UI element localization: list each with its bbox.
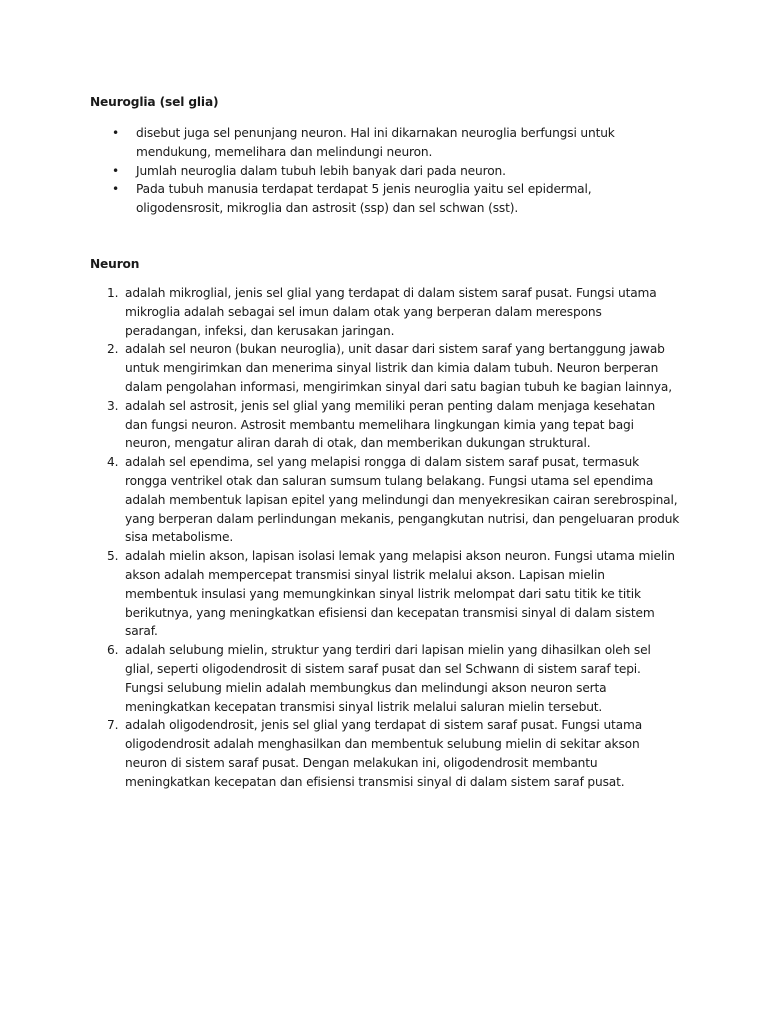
bullet-icon: • [112, 163, 120, 178]
list-item [90, 547, 680, 641]
list-item [90, 397, 680, 453]
list-item-text: adalah selubung mielin, struktur yang terdiri dari lapisan mielin yang dihasilkan oleh sel glial, seperti oligodendrosit di sistem saraf pusat dan sel Schwann di sistem saraf tepi. Fungsi selubung mielin adalah membungkus dan melindungi akson neuron serta meningkatkan kecepatan transmisi sinyal listrik melalui saluran mielin tersebut. [125, 643, 651, 714]
list-number: 4. [107, 455, 119, 470]
document-page [90, 90, 680, 792]
list-item-text: Jumlah neuroglia dalam tubuh lebih banyak dari pada neuron. [136, 163, 506, 178]
list-item-text: adalah oligodendrosit, jenis sel glial yang terdapat di sistem saraf pusat. Fungsi utama oligodendrosit adalah menghasilkan dan membentuk selubung mielin di sekitar akson neuron di sistem saraf pusat. Dengan melakukan ini, oligodendrosit membantu meningkatkan kecepatan dan efisiensi transmisi sinyal di dalam sistem saraf pusat. [125, 718, 643, 789]
list-number: 1. [107, 285, 119, 300]
bullet-icon: • [112, 182, 120, 197]
list-item-text: adalah mielin akson, lapisan isolasi lemak yang melapisi akson neuron. Fungsi utama mielin akson adalah mempercepat transmisi sinyal listrik melalui akson. Lapisan mielin membentuk insulasi yang memungkinkan sinyal listrik melompat dari satu titik ke titik berikutnya, yang meningkatkan efisiensi dan kecepatan transmisi sinyal di dalam sistem saraf. [125, 549, 675, 639]
list-item-text: disebut juga sel penunjang neuron. Hal ini dikarnakan neuroglia berfungsi untuk mendukung, memelihara dan melindungi neuron. [136, 126, 615, 159]
list-item [90, 180, 680, 218]
list-item [90, 162, 680, 181]
bullet-icon: • [112, 126, 120, 140]
list-item-text: adalah sel astrosit, jenis sel glial yang memiliki peran penting dalam menjaga kesehatan dan fungsi neuron. Astrosit membantu memelihara lingkungan kimia yang tepat bagi neuron, mengatur aliran darah di otak, dan memberikan dukungan struktural. [125, 398, 656, 451]
list-item-text: Pada tubuh manusia terdapat terdapat 5 jenis neuroglia yaitu sel epidermal, oligodensrosit, mikroglia dan astrosit (ssp) dan sel schwan (sst). [136, 182, 592, 216]
list-number: 2. [107, 342, 119, 357]
section-title-neuroglia: Neuroglia (sel glia) [90, 95, 219, 109]
section-title-neuron: Neuron [90, 256, 140, 271]
list-number: 6. [107, 643, 119, 658]
list-item-text: adalah sel ependima, sel yang melapisi rongga di dalam sistem saraf pusat, termasuk rongga ventrikel otak dan saluran sumsum tulang belakang. Fungsi utama sel ependima adalah membentuk lapisan epitel yang melindungi dan menyekresikan cairan serebrospinal, yang berperan dalam perlindungan mekanis, pengangkutan nutrisi, dan pengeluaran produk sisa metabolisme. [125, 455, 680, 545]
paragraph-spacer [90, 218, 680, 255]
list-item [90, 124, 680, 162]
neuroglia-bullet-list [90, 124, 680, 218]
list-item [90, 453, 680, 547]
list-item-text: adalah mikroglial, jenis sel glial yang terdapat di dalam sistem saraf pusat. Fungsi utama mikroglia adalah sebagai sel imun dalam otak yang berperan dalam merespons peradangan, infeksi, dan kerusakan jaringan. [125, 285, 657, 338]
neuron-numbered-list [90, 284, 680, 792]
list-item [90, 284, 680, 340]
list-number: 3. [107, 398, 119, 413]
list-item [90, 340, 680, 396]
list-number: 7. [107, 718, 119, 733]
list-item-text: adalah sel neuron (bukan neuroglia), unit dasar dari sistem saraf yang bertanggung jawab untuk mengirimkan dan menerima sinyal listrik dan kimia dalam tubuh. Neuron berperan dalam pengolahan informasi, mengirimkan sinyal dari satu bagian tubuh ke bagian lainnya, [125, 342, 672, 394]
list-item [90, 641, 680, 716]
list-item [90, 716, 680, 791]
list-number: 5. [107, 549, 119, 564]
